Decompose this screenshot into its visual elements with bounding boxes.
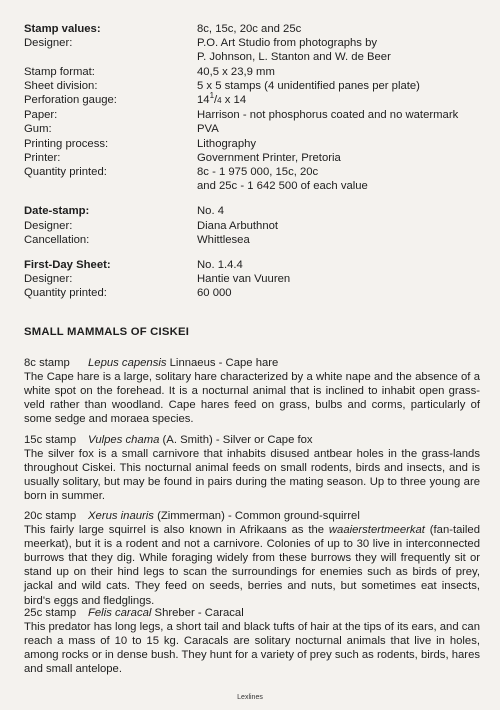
spec-row-datestamp	[24, 204, 494, 218]
species-heading: 25c stamp Felis caracal Shreber - Caracal	[24, 607, 244, 619]
species-entry-20c	[24, 509, 480, 608]
spec-label: Stamp values:	[24, 23, 101, 35]
spec-row-firstday-quantity	[24, 286, 494, 300]
spec-row-process	[24, 137, 494, 151]
spec-label: Perforation gauge:	[24, 94, 117, 107]
spec-label: Paper:	[24, 109, 58, 122]
spec-label: Printing process:	[24, 137, 109, 150]
species-description: This predator has long legs, a short tail and black tufts of hair at the tips of its ears, and can reach a mass of 10 to 15 kg. Caracals are solitary nocturnal animals that live in holes, among rocks or in dense bush. They hunt for a variety of prey such as rodents, birds, hares and small antelope.	[24, 621, 480, 676]
spec-label: Quantity printed:	[24, 287, 107, 300]
species-heading: 8c stamp Lepus capensis Linnaeus - Cape hare	[24, 357, 279, 369]
spec-value: No. 1.4.4	[197, 259, 243, 272]
spec-value: Lithography	[197, 137, 257, 150]
species-heading: 15c stamp Vulpes chama (A. Smith) - Silver or Cape fox	[24, 434, 313, 446]
spec-row-firstday-designer	[24, 272, 494, 286]
spec-value: 40,5 x 23,9 mm	[197, 65, 275, 78]
spec-row-gum	[24, 122, 494, 136]
section-title: SMALL MAMMALS OF CISKEI	[24, 326, 190, 338]
spec-value: 60 000	[197, 287, 232, 300]
species-heading: 20c stamp Xerus inauris (Zimmerman) - Common ground-squirrel	[24, 510, 360, 522]
spec-label: Designer:	[24, 219, 73, 232]
spec-value: Government Printer, Pretoria	[197, 151, 341, 164]
spec-value: P. Johnson, L. Stanton and W. de Beer	[197, 51, 391, 64]
spec-value: 8c, 15c, 20c and 25c	[197, 23, 302, 35]
spec-value: No. 4	[197, 205, 225, 218]
spec-row-stamp-values	[24, 22, 494, 36]
spec-value: Diana Arbuthnot	[197, 219, 279, 232]
spec-row-firstday	[24, 258, 494, 272]
spec-value: $14^1/4$ x 14	[197, 91, 247, 107]
spec-label: Gum:	[24, 123, 52, 136]
spec-row-cancellation	[24, 233, 494, 247]
spec-value: and 25c - 1 642 500 of each value	[197, 180, 368, 193]
species-entry-25c	[24, 606, 480, 676]
species-description: The silver fox is a small carnivore that inhabits disused antbear holes in the grass-lands throughout Ciskei. This nocturnal animal feeds on small rodents, birds and insects, and is usually solitary, but may be found in pairs during the mating season. Up to three young are born in summer.	[24, 448, 480, 503]
spec-row-quantity	[24, 165, 494, 179]
stamp-specifications	[24, 22, 494, 301]
spec-value: 8c - 1 975 000, 15c, 20c	[197, 166, 319, 179]
species-description: This fairly large squirrel is also known in Afrikaans as the waaierstertmeerkat (fan-tailed meerkat), but it is a rodent and not a carnivore. Colonies of up to 30 live in interconnected burrows that they dig. While foraging widely from these burrows they will frequently sit or stand up on their hind legs to scan the surroundings for enemies such as birds of prey, jackal and wild cats. They feed on seeds, berries and nuts, but sometimes eat insects, bird's eggs and fledglings.	[24, 524, 480, 607]
species-description: The Cape hare is a large, solitary hare characterized by a white nape and the absence of a white spot on the forehead. It is a nocturnal animal that is inclined to inhabit open grass-veld rather than woodland. Cape hares feed on grass, bulbs and corms, particularly of some sedge and moraea species.	[24, 371, 480, 426]
spec-row-sheet	[24, 79, 494, 93]
spec-row-format	[24, 65, 494, 79]
spec-label: Designer:	[24, 37, 73, 50]
spec-row-designer	[24, 36, 494, 50]
spec-value: P.O. Art Studio from photographs by	[197, 37, 378, 50]
spec-label: Designer:	[24, 273, 73, 286]
spec-value: Harrison - not phosphorus coated and no watermark	[197, 109, 459, 122]
spec-label: Date-stamp:	[24, 205, 90, 218]
spec-label: Sheet division:	[24, 79, 98, 92]
spec-row-datestamp-designer	[24, 219, 494, 233]
spec-row-designer-cont	[24, 50, 494, 64]
species-entry-8c	[24, 356, 480, 426]
footer-credit: Lexlines	[237, 694, 263, 701]
spec-value: Whittlesea	[197, 233, 250, 246]
spec-row-perforation	[24, 93, 494, 108]
species-entry-15c	[24, 433, 480, 503]
spec-label: Printer:	[24, 151, 61, 164]
spec-label: Cancellation:	[24, 233, 90, 246]
spec-row-paper	[24, 108, 494, 122]
spec-row-printer	[24, 151, 494, 165]
spec-value: Hantie van Vuuren	[197, 273, 291, 286]
spec-label: Stamp format:	[24, 65, 95, 78]
spec-label: Quantity printed:	[24, 166, 107, 179]
spec-row-quantity-cont	[24, 179, 494, 193]
spec-label: First-Day Sheet:	[24, 259, 111, 272]
spec-value: 5 x 5 stamps (4 unidentified panes per plate)	[197, 79, 420, 92]
spec-value: PVA	[197, 123, 219, 136]
